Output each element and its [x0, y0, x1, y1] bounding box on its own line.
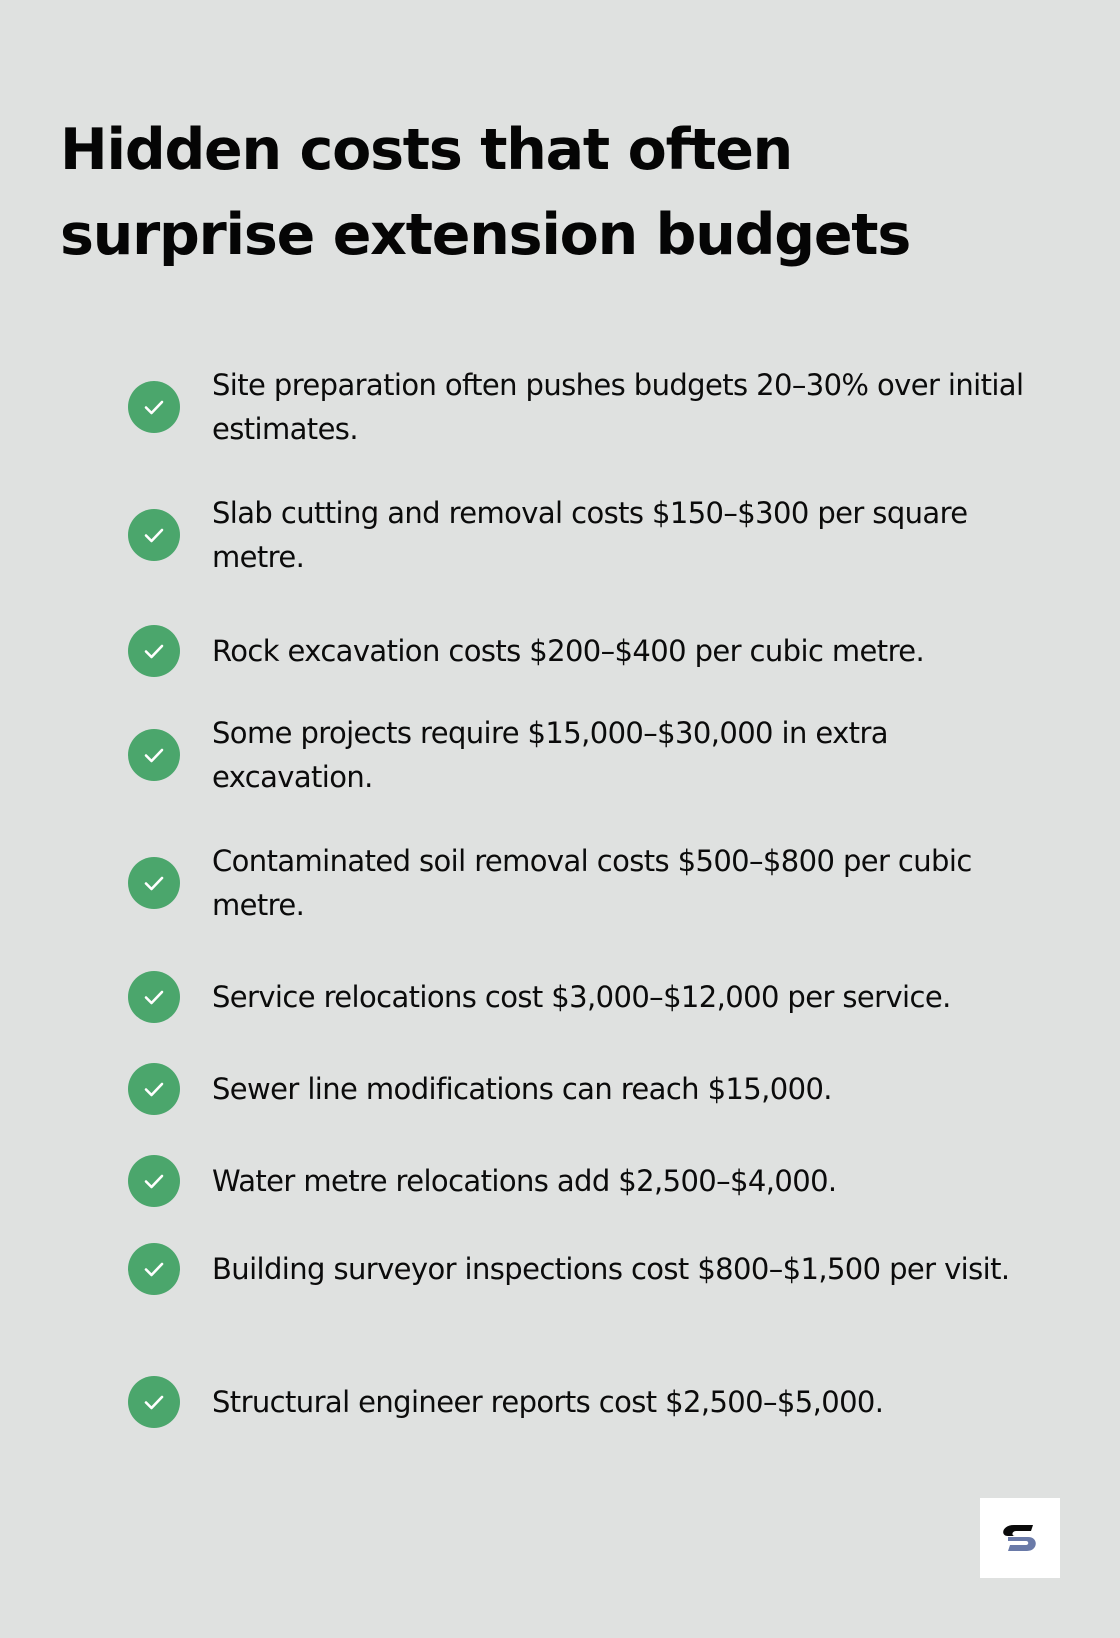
list-item: [128, 839, 1028, 927]
list-item-text: Slab cutting and removal costs $150–$300 per square metre.: [212, 496, 968, 574]
check-circle-icon: [128, 1376, 180, 1428]
check-circle-icon: [128, 1243, 180, 1295]
list-item-text: Building surveyor inspections cost $800–$1,500 per visit.: [212, 1252, 1010, 1286]
list-item-text: Service relocations cost $3,000–$12,000 per service.: [212, 980, 951, 1014]
list-item: [128, 491, 1028, 579]
brand-logo: [980, 1498, 1060, 1578]
list-item-text: Rock excavation costs $200–$400 per cubic metre.: [212, 634, 925, 668]
list-item-text: Site preparation often pushes budgets 20–30% over initial estimates.: [212, 368, 1024, 446]
list-item: [128, 971, 1028, 1023]
list-item: [128, 1376, 1028, 1428]
list-item: [128, 625, 1028, 677]
title-line-1: Hidden costs that often: [60, 117, 793, 183]
check-circle-icon: [128, 381, 180, 433]
list-item: [128, 711, 1028, 799]
list-item-text: Structural engineer reports cost $2,500–$5,000.: [212, 1385, 884, 1419]
check-circle-icon: [128, 729, 180, 781]
list-item: [128, 1243, 1028, 1295]
check-circle-icon: [128, 625, 180, 677]
list-item-text: Contaminated soil removal costs $500–$800 per cubic metre.: [212, 844, 972, 922]
list-item: [128, 1063, 1028, 1115]
check-circle-icon: [128, 1155, 180, 1207]
title-line-2: surprise extension budgets: [60, 202, 911, 268]
check-circle-icon: [128, 1063, 180, 1115]
check-circle-icon: [128, 857, 180, 909]
list-item: [128, 1155, 1028, 1207]
list-item-text: Sewer line modifications can reach $15,000.: [212, 1072, 832, 1106]
check-circle-icon: [128, 509, 180, 561]
page-title: [60, 108, 1060, 278]
brand-logo-icon: [1000, 1522, 1040, 1554]
list-item-text: Water metre relocations add $2,500–$4,000.: [212, 1164, 837, 1198]
list-item-text: Some projects require $15,000–$30,000 in extra excavation.: [212, 716, 888, 794]
list-item: [128, 363, 1028, 451]
check-circle-icon: [128, 971, 180, 1023]
